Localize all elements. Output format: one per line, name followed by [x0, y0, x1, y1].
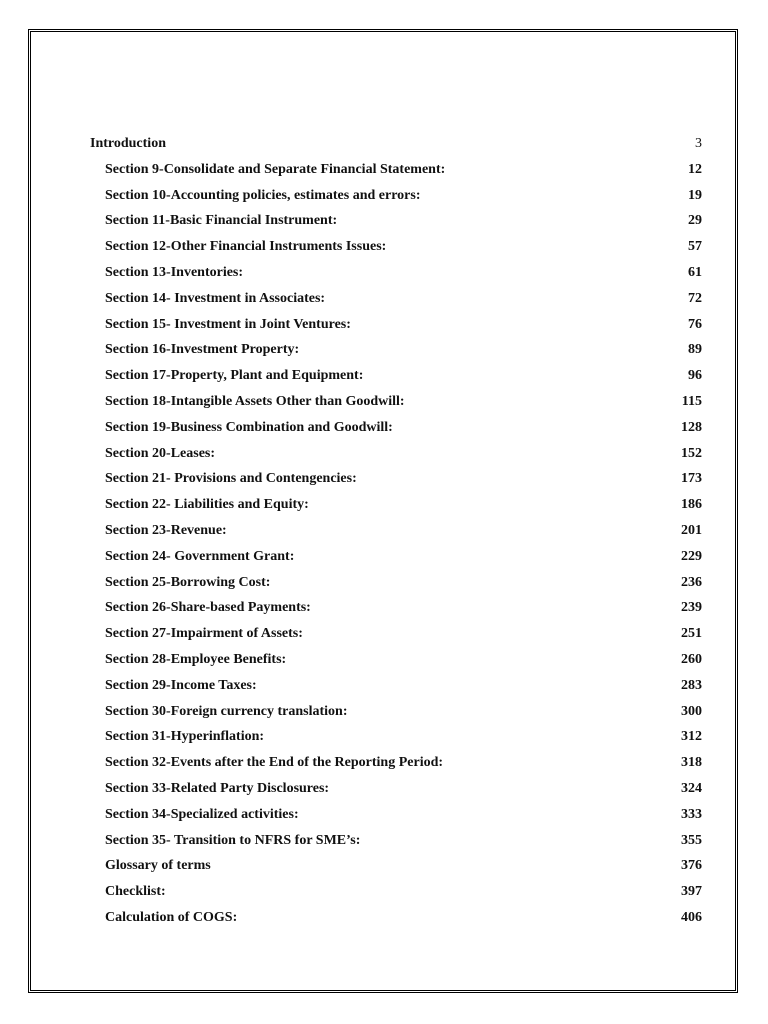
toc-entry-page-number: 300	[681, 703, 702, 719]
toc-entry-page-number: 128	[681, 419, 702, 435]
toc-entry-page-number: 355	[681, 832, 702, 848]
toc-entry-page-number: 324	[681, 780, 702, 796]
toc-entry[interactable]	[90, 495, 702, 521]
toc-entry-label: Section 30-Foreign currency translation:	[105, 703, 348, 719]
toc-entry-page-number: 19	[688, 187, 702, 203]
toc-entry-page-number: 61	[688, 264, 702, 280]
toc-entry[interactable]	[90, 805, 702, 831]
toc-entry[interactable]	[90, 676, 702, 702]
toc-entry[interactable]	[90, 263, 702, 289]
toc-entry[interactable]	[90, 186, 702, 212]
toc-entry-page-number: 115	[681, 393, 702, 409]
toc-entry-label: Section 24- Government Grant:	[105, 548, 295, 564]
toc-entry[interactable]	[90, 547, 702, 573]
toc-entry[interactable]	[90, 882, 702, 908]
toc-entry-label: Section 15- Investment in Joint Ventures:	[105, 316, 351, 332]
toc-entry-page-number: 3	[695, 136, 702, 151]
toc-entry-page-number: 201	[681, 522, 702, 538]
toc-entry-label: Section 19-Business Combination and Goodwill:	[105, 419, 393, 435]
toc-entry[interactable]	[90, 160, 702, 186]
toc-entry-label: Section 22- Liabilities and Equity:	[105, 497, 309, 513]
toc-entry[interactable]	[90, 469, 702, 495]
toc-entry-label: Section 13-Inventories:	[105, 264, 244, 280]
toc-entry-label: Section 20-Leases:	[105, 445, 216, 461]
toc-entry[interactable]	[90, 702, 702, 728]
toc-entry[interactable]	[90, 573, 702, 599]
toc-entry-label: Section 32-Events after the End of the Reporting Period:	[105, 755, 444, 771]
toc-entry[interactable]	[90, 366, 702, 392]
toc-entry-page-number: 283	[681, 677, 702, 693]
toc-entry-label: Section 34-Specialized activities:	[105, 806, 299, 822]
toc-entry[interactable]	[90, 134, 702, 160]
toc-entry-page-number: 236	[681, 574, 702, 590]
toc-entry[interactable]	[90, 392, 702, 418]
toc-entry[interactable]	[90, 418, 702, 444]
toc-entry-page-number: 239	[681, 600, 702, 616]
toc-entry-page-number: 260	[681, 651, 702, 667]
toc-entry-label: Section 11-Basic Financial Instrument:	[105, 213, 338, 229]
toc-entry[interactable]	[90, 237, 702, 263]
toc-entry-label: Section 18-Intangible Assets Other than Goodwill:	[105, 393, 405, 409]
toc-entry-label: Section 27-Impairment of Assets:	[105, 626, 303, 642]
toc-entry-page-number: 76	[688, 316, 702, 332]
toc-entry-page-number: 173	[681, 471, 702, 487]
toc-entry-label: Section 35- Transition to NFRS for SME’s:	[105, 832, 361, 848]
toc-entry[interactable]	[90, 315, 702, 341]
toc-entry-page-number: 29	[688, 213, 702, 229]
toc-entry-label: Calculation of COGS:	[105, 909, 238, 925]
toc-entry-page-number: 376	[681, 858, 702, 874]
toc-entry-label: Section 17-Property, Plant and Equipment:	[105, 368, 364, 384]
toc-entry-page-number: 229	[681, 548, 702, 564]
toc-entry-label: Section 26-Share-based Payments:	[105, 600, 311, 616]
toc-entry-label: Checklist:	[105, 884, 166, 900]
toc-entry-label: Section 29-Income Taxes:	[105, 677, 257, 693]
toc-entry-label: Section 28-Employee Benefits:	[105, 651, 287, 667]
toc-entry-page-number: 89	[688, 342, 702, 358]
toc-entry-page-number: 72	[688, 290, 702, 306]
toc-entry[interactable]	[90, 624, 702, 650]
toc-entry[interactable]	[90, 753, 702, 779]
toc-entry-page-number: 12	[688, 161, 702, 177]
toc-entry-label: Introduction	[90, 136, 166, 151]
toc-entry[interactable]	[90, 908, 702, 934]
toc-entry-label: Section 12-Other Financial Instruments Issues:	[105, 239, 387, 255]
toc-entry[interactable]	[90, 727, 702, 753]
toc-entry-label: Section 31-Hyperinflation:	[105, 729, 265, 745]
toc-entry-page-number: 406	[681, 909, 702, 925]
toc-entry[interactable]	[90, 444, 702, 470]
table-of-contents	[90, 134, 702, 934]
toc-entry-page-number: 312	[681, 729, 702, 745]
toc-entry-page-number: 397	[681, 884, 702, 900]
toc-entry[interactable]	[90, 340, 702, 366]
toc-entry-page-number: 186	[681, 497, 702, 513]
toc-entry[interactable]	[90, 521, 702, 547]
toc-entry-label: Section 9-Consolidate and Separate Financial Statement:	[105, 161, 446, 177]
toc-entry[interactable]	[90, 831, 702, 857]
toc-entry-page-number: 96	[688, 368, 702, 384]
toc-entry-page-number: 152	[681, 445, 702, 461]
toc-entry-page-number: 57	[688, 239, 702, 255]
toc-entry-label: Section 10-Accounting policies, estimates and errors:	[105, 187, 421, 203]
toc-entry-label: Section 16-Investment Property:	[105, 342, 300, 358]
toc-entry-page-number: 333	[681, 806, 702, 822]
toc-entry[interactable]	[90, 779, 702, 805]
toc-entry[interactable]	[90, 650, 702, 676]
toc-entry-page-number: 251	[681, 626, 702, 642]
toc-entry-label: Section 25-Borrowing Cost:	[105, 574, 271, 590]
toc-entry-label: Section 23-Revenue:	[105, 522, 227, 538]
toc-entry-label: Section 33-Related Party Disclosures:	[105, 780, 330, 796]
document-page	[30, 31, 736, 991]
toc-entry-label: Section 21- Provisions and Contengencies:	[105, 471, 357, 487]
toc-entry-page-number: 318	[681, 755, 702, 771]
toc-entry[interactable]	[90, 289, 702, 315]
toc-entry[interactable]	[90, 211, 702, 237]
toc-entry[interactable]	[90, 598, 702, 624]
toc-entry-label: Section 14- Investment in Associates:	[105, 290, 326, 306]
toc-entry-label: Glossary of terms	[105, 858, 211, 874]
toc-entry[interactable]	[90, 856, 702, 882]
